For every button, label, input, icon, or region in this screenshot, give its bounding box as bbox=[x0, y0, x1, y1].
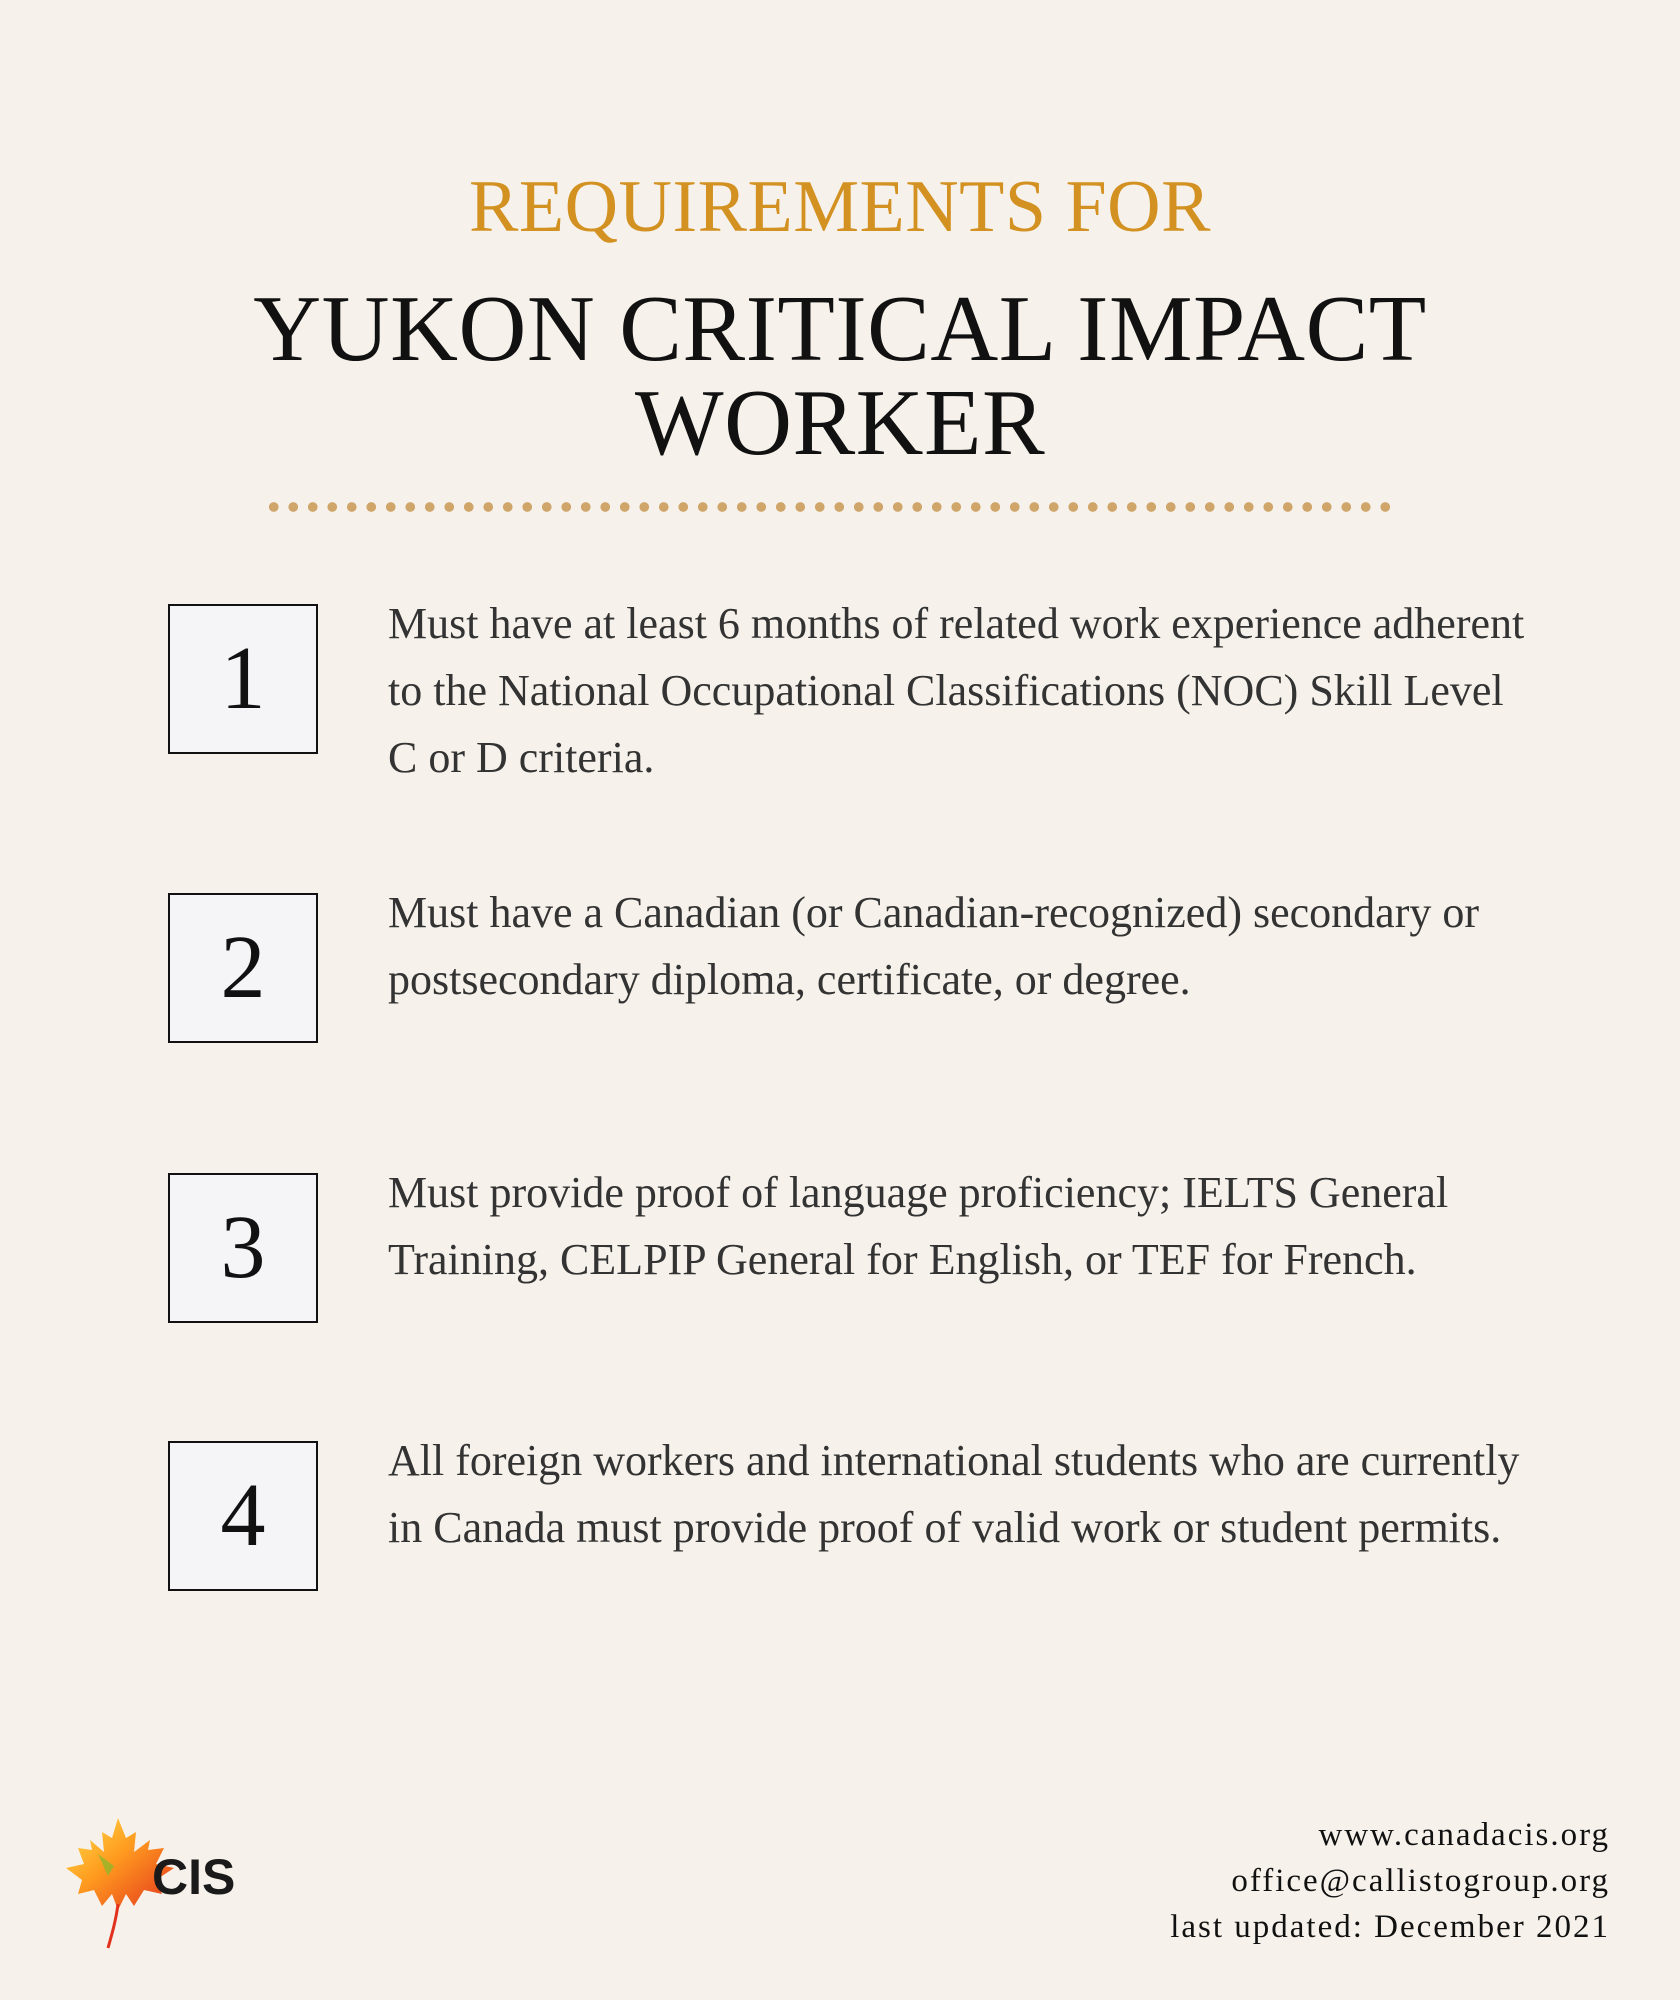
requirement-number-box: 3 bbox=[168, 1173, 318, 1323]
page-header bbox=[0, 166, 1680, 475]
page-title-line-2: WORKER bbox=[634, 371, 1046, 475]
requirement-number-box: 4 bbox=[168, 1441, 318, 1591]
requirement-item bbox=[168, 888, 1528, 1073]
requirement-number-box: 2 bbox=[168, 893, 318, 1043]
requirement-text: Must have a Canadian (or Canadian-recognized) secondary or postsecondary diploma, certificate, or degree. bbox=[388, 888, 1479, 1004]
requirement-text: All foreign workers and international students who are currently in Canada must provide proof of valid work or student permits. bbox=[388, 1436, 1520, 1552]
contact-block bbox=[1170, 1812, 1610, 1950]
page-title bbox=[0, 277, 1680, 475]
page-kicker: REQUIREMENTS FOR bbox=[469, 166, 1211, 248]
requirement-item bbox=[168, 1168, 1528, 1353]
email-link[interactable]: office@callistogroup.org bbox=[1231, 1863, 1610, 1899]
website-link[interactable]: www.canadacis.org bbox=[1318, 1817, 1610, 1853]
dotted-divider bbox=[264, 500, 1394, 514]
cis-logo-text: CIS bbox=[152, 1849, 236, 1905]
page-title-line-1: YUKON CRITICAL IMPACT bbox=[253, 277, 1427, 381]
maple-leaf-icon bbox=[60, 1810, 260, 1950]
requirement-text: Must provide proof of language proficiency; IELTS General Training, CELPIP General for English, or TEF for French. bbox=[388, 1168, 1449, 1284]
requirement-item bbox=[168, 599, 1528, 784]
requirement-item bbox=[168, 1436, 1528, 1621]
requirement-text: Must have at least 6 months of related work experience adherent to the National Occupational Classifications (NOC) Skill Level C or D criteria. bbox=[388, 599, 1525, 782]
requirement-number-box: 1 bbox=[168, 604, 318, 754]
cis-logo bbox=[60, 1810, 260, 1950]
last-updated-text: last updated: December 2021 bbox=[1170, 1909, 1610, 1945]
